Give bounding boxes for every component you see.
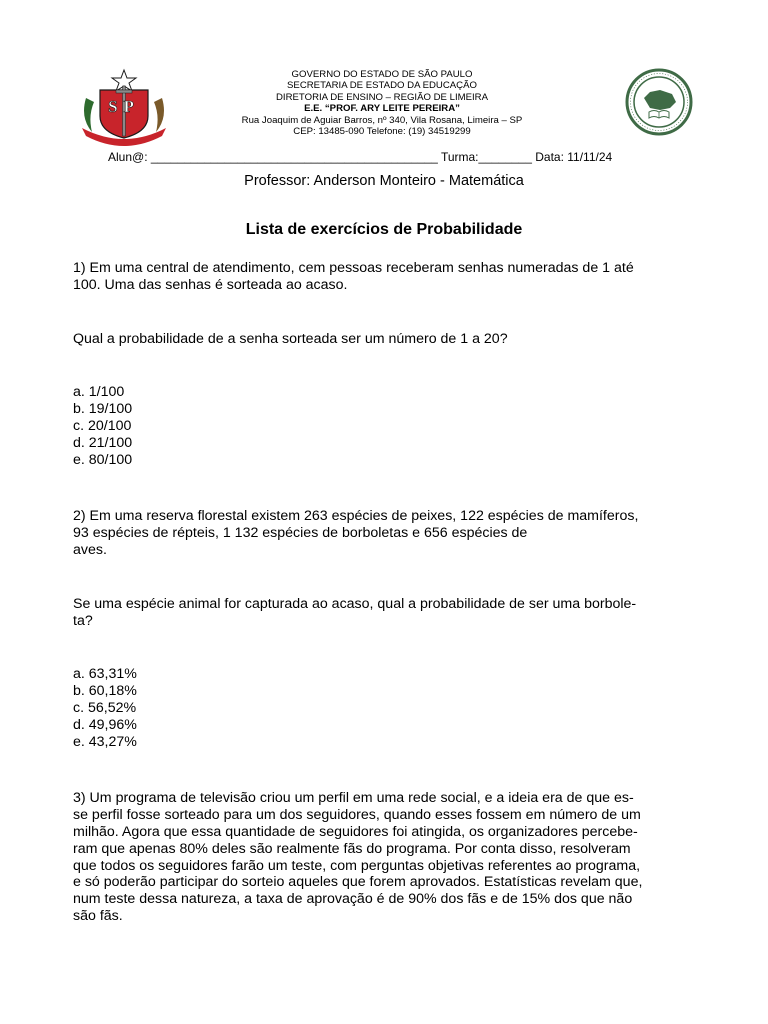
header-directorate: DIRETORIA DE ENSINO – REGIÃO DE LIMEIRA <box>276 91 488 103</box>
school-seal-logo <box>620 68 698 136</box>
question-3-stem-line: ram que apenas 80% deles são realmente fãs do programa. Por conta disso, resolveram <box>73 840 631 857</box>
header-contact: CEP: 13485-090 Telefone: (19) 34519299 <box>293 126 471 138</box>
question-2-stem-line: 2) Em uma reserva florestal existem 263 espécies de peixes, 122 espécies de mamíferos, <box>73 508 639 525</box>
header-address: Rua Joaquim de Aguiar Barros, nº 340, Vila Rosana, Limeira – SP <box>241 114 523 126</box>
question-2 <box>73 508 693 750</box>
header-school-name: E.E. “PROF. ARY LEITE PEREIRA” <box>304 103 460 115</box>
question-2-stem-line: 93 espécies de répteis, 1 132 espécies de borboletas e 656 espécies de <box>73 525 528 542</box>
question-1-stem-line: 1) Em uma central de atendimento, cem pessoas receberam senhas numeradas de 1 até <box>73 260 634 276</box>
question-2-option-a: a. 63,31% <box>73 666 137 683</box>
question-1 <box>73 260 693 468</box>
exercise-list <box>73 260 693 925</box>
question-3-stem-line: milhão. Agora que essa quantidade de seguidores foi atingida, os organizadores percebe- <box>73 823 638 840</box>
question-3-stem-line: 3) Um programa de televisão criou um perfil em uma rede social, e a ideia era de que es- <box>73 790 634 807</box>
question-1-option-c: c. 20/100 <box>73 417 132 434</box>
question-1-option-a: a. 1/100 <box>73 384 125 401</box>
school-header <box>200 69 564 137</box>
question-2-prompt-line: ta? <box>73 612 93 629</box>
professor-line: Professor: Anderson Monteiro - Matemática <box>244 173 524 189</box>
question-3-stem-line: são fãs. <box>73 907 123 924</box>
question-1-option-b: b. 19/100 <box>73 401 133 418</box>
question-2-option-d: d. 49,96% <box>73 716 137 733</box>
question-3-stem-line: que todos os seguidores farão um teste, com perguntas objetivas referentes ao programa, <box>73 857 641 874</box>
sao-paulo-crest-logo <box>76 68 172 146</box>
header-secretariat: SECRETARIA DE ESTADO DA EDUCAÇÃO <box>287 80 477 92</box>
header-government: GOVERNO DO ESTADO DE SÃO PAULO <box>291 69 473 80</box>
question-1-prompt: Qual a probabilidade de a senha sorteada ser um número de 1 a 20? <box>73 330 508 347</box>
crest-letters: SP <box>108 97 140 116</box>
question-2-option-c: c. 56,52% <box>73 699 137 716</box>
question-1-option-d: d. 21/100 <box>73 434 133 451</box>
question-3-stem-line: num teste dessa natureza, a taxa de aprovação é de 90% dos fãs e de 15% dos que não <box>73 891 633 908</box>
question-2-stem-line: aves. <box>73 541 107 558</box>
question-2-prompt-line: Se uma espécie animal for capturada ao acaso, qual a probabilidade de ser uma borbole- <box>73 595 637 612</box>
question-3-stem-line: se perfil fosse sorteado para um dos seguidores, quando esses fossem em número de um <box>73 807 641 824</box>
question-3-stem-line: e só poderão participar do sorteio aqueles que forem aprovados. Estatísticas revelam que, <box>73 874 643 891</box>
student-info-line: Alun@: ___________________________________________ Turma:________ Data: 11/11/24 <box>108 150 613 164</box>
question-3 <box>73 790 693 924</box>
question-1-stem-line: 100. Uma das senhas é sorteada ao acaso. <box>73 276 348 293</box>
question-2-option-e: e. 43,27% <box>73 733 137 750</box>
question-2-option-b: b. 60,18% <box>73 683 137 700</box>
question-1-option-e: e. 80/100 <box>73 451 133 468</box>
page-title: Lista de exercícios de Probabilidade <box>245 221 523 238</box>
